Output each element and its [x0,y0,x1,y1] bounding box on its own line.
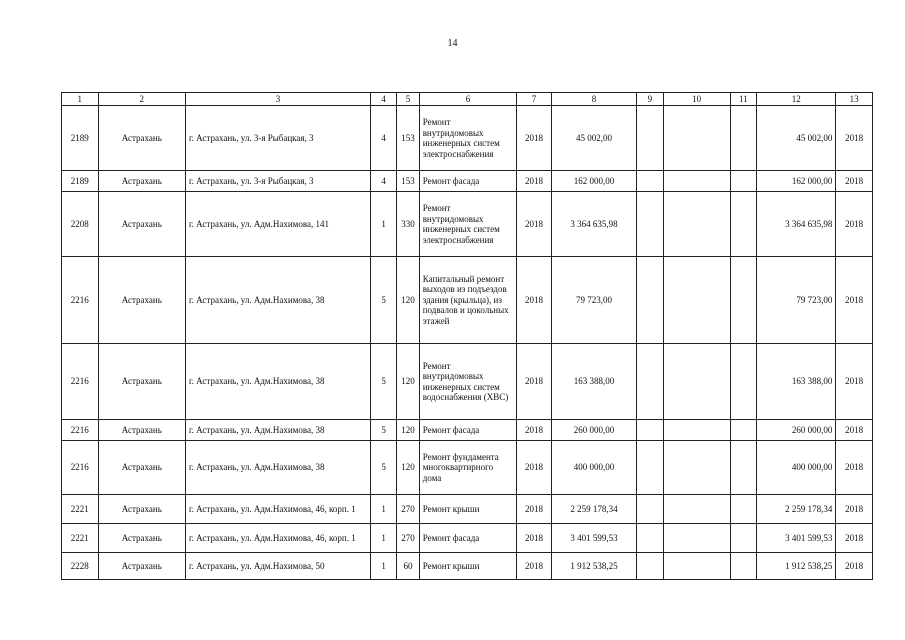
table-cell-col-12: 45 002,00 [757,106,836,171]
column-number-4: 4 [370,93,396,106]
table-cell-col-5: 153 [397,106,419,171]
table-cell-col-8: 45 002,00 [551,106,636,171]
table-row [62,553,873,580]
table-cell-col-4: 1 [370,495,396,524]
table-cell-col-13: 2018 [836,171,873,192]
table-cell-col-12: 3 364 635,98 [757,192,836,257]
table-cell-col-7: 2018 [517,257,552,344]
table-cell-col-11 [730,495,756,524]
table-cell-col-12: 3 401 599,53 [757,524,836,553]
table-cell-col-6: Ремонт фасада [419,420,517,441]
table-cell-col-13: 2018 [836,106,873,171]
table-cell-col-4: 5 [370,420,396,441]
table-cell-col-10 [663,495,730,524]
table-body [62,106,873,580]
table-cell-col-1: 2221 [62,524,99,553]
table-cell-col-12: 260 000,00 [757,420,836,441]
table-cell-col-5: 60 [397,553,419,580]
table-cell-col-12: 400 000,00 [757,441,836,495]
table-cell-col-5: 120 [397,344,419,420]
table-cell-col-7: 2018 [517,441,552,495]
column-number-7: 7 [517,93,552,106]
table-cell-col-12: 163 388,00 [757,344,836,420]
table-cell-col-9 [637,257,663,344]
table-cell-col-12: 162 000,00 [757,171,836,192]
table-cell-col-3: г. Астрахань, ул. Адм.Нахимова, 38 [185,441,370,495]
table-cell-col-1: 2189 [62,106,99,171]
table-cell-col-9 [637,524,663,553]
table-cell-col-13: 2018 [836,524,873,553]
table-cell-col-11 [730,420,756,441]
table-cell-col-10 [663,192,730,257]
table-cell-col-9 [637,344,663,420]
table-cell-col-10 [663,106,730,171]
table-row [62,344,873,420]
table-cell-col-13: 2018 [836,192,873,257]
column-number-10: 10 [663,93,730,106]
table-cell-col-2: Астрахань [98,344,185,420]
table-cell-col-6: Ремонт внутридомовых инженерных систем водоснабжения (ХВС) [419,344,517,420]
table-cell-col-4: 1 [370,524,396,553]
table-cell-col-13: 2018 [836,553,873,580]
column-number-12: 12 [757,93,836,106]
table-cell-col-6: Ремонт фундамента многоквартирного дома [419,441,517,495]
table-cell-col-8: 163 388,00 [551,344,636,420]
table-cell-col-5: 120 [397,441,419,495]
table-cell-col-5: 330 [397,192,419,257]
table-cell-col-9 [637,441,663,495]
table-row [62,495,873,524]
table-cell-col-2: Астрахань [98,106,185,171]
table-cell-col-2: Астрахань [98,495,185,524]
table-cell-col-1: 2216 [62,344,99,420]
table-cell-col-10 [663,420,730,441]
table-cell-col-10 [663,171,730,192]
table-cell-col-11 [730,106,756,171]
column-number-11: 11 [730,93,756,106]
table-cell-col-6: Ремонт фасада [419,171,517,192]
table-cell-col-3: г. Астрахань, ул. Адм.Нахимова, 38 [185,344,370,420]
table-cell-col-5: 120 [397,420,419,441]
table-cell-col-2: Астрахань [98,420,185,441]
table-cell-col-6: Ремонт внутридомовых инженерных систем электроснабжения [419,106,517,171]
table-cell-col-6: Ремонт фасада [419,524,517,553]
table-cell-col-1: 2228 [62,553,99,580]
table-cell-col-13: 2018 [836,441,873,495]
table-cell-col-6: Капитальный ремонт выходов из подъездов здания (крыльца), из подвалов и цокольных этажей [419,257,517,344]
table-cell-col-11 [730,171,756,192]
table-cell-col-1: 2216 [62,420,99,441]
column-number-13: 13 [836,93,873,106]
table-cell-col-7: 2018 [517,495,552,524]
table-cell-col-7: 2018 [517,171,552,192]
table-cell-col-7: 2018 [517,106,552,171]
repair-registry-table [61,92,873,580]
table-cell-col-8: 260 000,00 [551,420,636,441]
table-cell-col-2: Астрахань [98,257,185,344]
table-cell-col-4: 4 [370,171,396,192]
table-cell-col-3: г. Астрахань, ул. Адм.Нахимова, 46, корп. 1 [185,524,370,553]
table-cell-col-8: 1 912 538,25 [551,553,636,580]
table-row [62,106,873,171]
table-cell-col-2: Астрахань [98,192,185,257]
table-cell-col-3: г. Астрахань, ул. 3-я Рыбацкая, 3 [185,106,370,171]
table-cell-col-9 [637,106,663,171]
table-cell-col-3: г. Астрахань, ул. Адм.Нахимова, 46, корп. 1 [185,495,370,524]
table-cell-col-1: 2208 [62,192,99,257]
table-cell-col-12: 79 723,00 [757,257,836,344]
table-cell-col-8: 3 364 635,98 [551,192,636,257]
table-cell-col-10 [663,524,730,553]
table-cell-col-1: 2189 [62,171,99,192]
table-cell-col-10 [663,344,730,420]
table-cell-col-1: 2216 [62,257,99,344]
table-cell-col-12: 1 912 538,25 [757,553,836,580]
table-cell-col-8: 79 723,00 [551,257,636,344]
table-cell-col-9 [637,553,663,580]
table-cell-col-3: г. Астрахань, ул. Адм.Нахимова, 38 [185,420,370,441]
table-cell-col-9 [637,171,663,192]
table-row [62,171,873,192]
table-cell-col-11 [730,257,756,344]
table-row [62,441,873,495]
column-number-1: 1 [62,93,99,106]
table-cell-col-8: 3 401 599,53 [551,524,636,553]
table-cell-col-8: 2 259 178,34 [551,495,636,524]
table-cell-col-7: 2018 [517,553,552,580]
table-cell-col-1: 2221 [62,495,99,524]
table-cell-col-8: 400 000,00 [551,441,636,495]
table-cell-col-2: Астрахань [98,171,185,192]
table-cell-col-10 [663,553,730,580]
table-cell-col-4: 4 [370,106,396,171]
table-cell-col-3: г. Астрахань, ул. Адм.Нахимова, 50 [185,553,370,580]
table-cell-col-10 [663,257,730,344]
column-number-8: 8 [551,93,636,106]
table-cell-col-5: 270 [397,495,419,524]
table-cell-col-1: 2216 [62,441,99,495]
table-cell-col-4: 1 [370,192,396,257]
column-number-6: 6 [419,93,517,106]
table-cell-col-2: Астрахань [98,524,185,553]
table-cell-col-2: Астрахань [98,553,185,580]
table-cell-col-13: 2018 [836,257,873,344]
table-cell-col-3: г. Астрахань, ул. 3-я Рыбацкая, 3 [185,171,370,192]
page-number: 14 [447,38,458,49]
table-cell-col-5: 153 [397,171,419,192]
table-cell-col-7: 2018 [517,192,552,257]
table-cell-col-6: Ремонт крыши [419,553,517,580]
table-cell-col-4: 1 [370,553,396,580]
table-cell-col-6: Ремонт внутридомовых инженерных систем электроснабжения [419,192,517,257]
table-row [62,420,873,441]
table-cell-col-6: Ремонт крыши [419,495,517,524]
table-cell-col-8: 162 000,00 [551,171,636,192]
column-number-9: 9 [637,93,663,106]
table-cell-col-11 [730,192,756,257]
table-cell-col-5: 270 [397,524,419,553]
table-cell-col-4: 5 [370,441,396,495]
table-cell-col-13: 2018 [836,420,873,441]
table-cell-col-13: 2018 [836,495,873,524]
table-cell-col-11 [730,344,756,420]
table-cell-col-5: 120 [397,257,419,344]
column-number-row [62,93,873,106]
table-cell-col-7: 2018 [517,524,552,553]
table-cell-col-12: 2 259 178,34 [757,495,836,524]
table-cell-col-3: г. Астрахань, ул. Адм.Нахимова, 38 [185,257,370,344]
table-cell-col-11 [730,553,756,580]
table-cell-col-7: 2018 [517,344,552,420]
column-number-5: 5 [397,93,419,106]
table-cell-col-9 [637,495,663,524]
table-row [62,524,873,553]
column-number-2: 2 [98,93,185,106]
table-cell-col-7: 2018 [517,420,552,441]
table-cell-col-4: 5 [370,344,396,420]
table-cell-col-2: Астрахань [98,441,185,495]
table-row [62,257,873,344]
table-cell-col-10 [663,441,730,495]
table-cell-col-4: 5 [370,257,396,344]
table-cell-col-13: 2018 [836,344,873,420]
table-cell-col-9 [637,192,663,257]
table-row [62,192,873,257]
table-cell-col-9 [637,420,663,441]
table-cell-col-11 [730,441,756,495]
table-cell-col-3: г. Астрахань, ул. Адм.Нахимова, 141 [185,192,370,257]
column-number-3: 3 [185,93,370,106]
table-cell-col-11 [730,524,756,553]
